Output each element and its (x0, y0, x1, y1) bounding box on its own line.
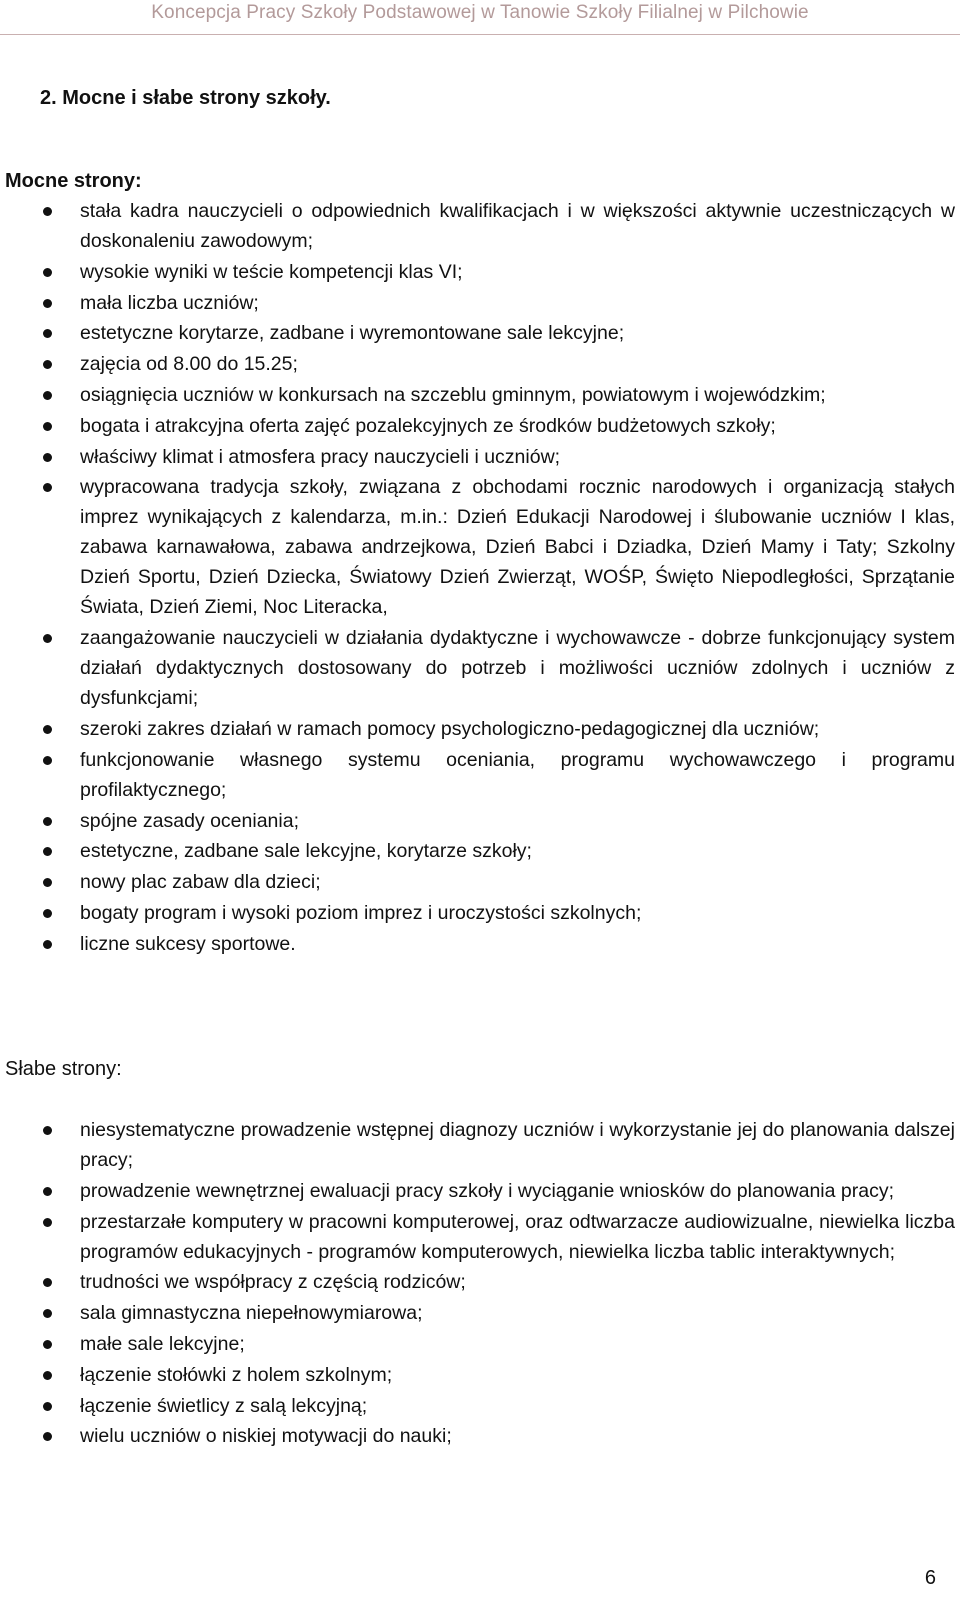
bullet-icon (43, 817, 52, 826)
bullet-icon (43, 940, 52, 949)
list-item (0, 1207, 960, 1267)
list-item (0, 623, 960, 713)
list-item (0, 1115, 960, 1175)
weaknesses-label: Słabe strony: (5, 1058, 122, 1080)
list-item-text: łączenie świetlicy z salą lekcyjną; (80, 1394, 368, 1417)
list-item-text: estetyczne korytarze, zadbane i wyremontowane sale lekcyjne; (80, 322, 625, 345)
list-item-text: bogata i atrakcyjna oferta zajęć pozalekcyjnych ze środków budżetowych szkoły; (80, 414, 776, 437)
bullet-icon (43, 360, 52, 369)
list-item (0, 867, 960, 897)
bullet-icon (43, 1309, 52, 1318)
list-item-text: zajęcia od 8.00 do 15.25; (80, 353, 298, 376)
bullet-icon (43, 1432, 52, 1441)
list-item-text: łączenie stołówki z holem szkolnym; (80, 1363, 393, 1386)
list-item (0, 1298, 960, 1328)
list-item-text: funkcjonowanie własnego systemu oceniania, programu wychowawczego i programu profilaktycznego; (80, 748, 955, 801)
list-item (0, 898, 960, 928)
list-item (0, 318, 960, 348)
bullet-icon (43, 1371, 52, 1380)
bullet-icon (43, 1340, 52, 1349)
bullet-icon (43, 483, 52, 492)
list-item (0, 1391, 960, 1421)
bullet-icon (43, 1278, 52, 1287)
list-item (0, 472, 960, 622)
header-divider (0, 34, 960, 35)
running-header: Koncepcja Pracy Szkoły Podstawowej w Tanowie Szkoły Filialnej w Pilchowie (151, 2, 809, 23)
list-item-text: zaangażowanie nauczycieli w działania dydaktyczne i wychowawcze - dobrze funkcjonujący system działań dydaktycznych dostosowany do potrzeb i możliwości uczniów zdolnych i uczniów z dysfunkcjami; (80, 627, 955, 710)
list-item (0, 1329, 960, 1359)
list-item-text: wysokie wyniki w teście kompetencji klas VI; (80, 260, 463, 283)
list-item-text: stała kadra nauczycieli o odpowiednich kwalifikacjach i w większości aktywnie uczestniczących w doskonaleniu zawodowym; (80, 200, 955, 252)
bullet-icon (43, 207, 52, 216)
list-item (0, 836, 960, 866)
bullet-icon (43, 847, 52, 856)
list-item (0, 380, 960, 410)
list-item (0, 1360, 960, 1390)
list-item (0, 288, 960, 318)
list-item (0, 257, 960, 287)
bullet-icon (43, 1126, 52, 1135)
list-item-text: prowadzenie wewnętrznej ewaluacji pracy szkoły i wyciąganie wniosków do planowania pracy; (80, 1179, 894, 1202)
bullet-icon (43, 878, 52, 887)
list-item-text: trudności we współpracy z częścią rodziców; (80, 1271, 466, 1294)
list-item-text: mała liczba uczniów; (80, 291, 259, 314)
list-item (0, 929, 960, 959)
section-heading: 2. Mocne i słabe strony szkoły. (40, 87, 331, 109)
weaknesses-list (0, 1115, 960, 1452)
list-item (0, 196, 960, 256)
bullet-icon (43, 756, 52, 765)
list-item (0, 714, 960, 744)
list-item (0, 411, 960, 441)
list-item (0, 806, 960, 836)
list-item-text: niesystematyczne prowadzenie wstępnej diagnozy uczniów i wykorzystanie jej do planowania dalszej pracy; (80, 1119, 955, 1171)
bullet-icon (43, 634, 52, 643)
bullet-icon (43, 1187, 52, 1196)
bullet-icon (43, 391, 52, 400)
list-item (0, 1176, 960, 1206)
list-item (0, 1421, 960, 1451)
list-item-text: spójne zasady oceniania; (80, 809, 299, 832)
list-item-text: nowy plac zabaw dla dzieci; (80, 871, 321, 894)
list-item-text: liczne sukcesy sportowe. (80, 932, 296, 955)
list-item (0, 1267, 960, 1297)
bullet-icon (43, 725, 52, 734)
list-item-text: wielu uczniów o niskiej motywacji do nauki; (80, 1425, 452, 1448)
bullet-icon (43, 453, 52, 462)
list-item-text: małe sale lekcyjne; (80, 1332, 245, 1355)
list-item (0, 745, 960, 805)
list-item-text: osiągnięcia uczniów w konkursach na szczeblu gminnym, powiatowym i wojewódzkim; (80, 383, 826, 406)
list-item-text: wypracowana tradycja szkoły, związana z obchodami rocznic narodowych i organizacją stałych imprez wynikających z kalendarza, m.in.: Dzień Edukacji Narodowej i ślubowanie uczniów I klas, zabawa karnawałowa, zabawa andrzejkowa, Dzień Babci i Dziadka, Dzień Mamy i Taty; Szkolny Dzień Sportu, Dzień Dziecka, Światowy Dzień Zwierząt, WOŚP, Święto Niepodległości, Sprzątanie Świata, Dzień Ziemi, Noc Literacka, (80, 476, 955, 619)
list-item (0, 349, 960, 379)
strengths-list (0, 196, 960, 960)
bullet-icon (43, 422, 52, 431)
bullet-icon (43, 1218, 52, 1227)
bullet-icon (43, 329, 52, 338)
list-item (0, 442, 960, 472)
list-item-text: przestarzałe komputery w pracowni komputerowej, oraz odtwarzacze audiowizualne, niewielka liczba programów edukacyjnych - programów komputerowych, niewielka liczba tablic interaktywnych; (80, 1210, 955, 1263)
list-item-text: szeroki zakres działań w ramach pomocy psychologiczno-pedagogicznej dla uczniów; (80, 717, 820, 740)
strengths-label: Mocne strony: (5, 170, 142, 192)
bullet-icon (43, 268, 52, 277)
bullet-icon (43, 299, 52, 308)
page-number: 6 (924, 1567, 936, 1589)
bullet-icon (43, 909, 52, 918)
list-item-text: estetyczne, zadbane sale lekcyjne, korytarze szkoły; (80, 840, 532, 863)
list-item-text: sala gimnastyczna niepełnowymiarowa; (80, 1302, 423, 1325)
bullet-icon (43, 1402, 52, 1411)
list-item-text: właściwy klimat i atmosfera pracy nauczycieli i uczniów; (80, 445, 561, 468)
list-item-text: bogaty program i wysoki poziom imprez i uroczystości szkolnych; (80, 901, 642, 924)
